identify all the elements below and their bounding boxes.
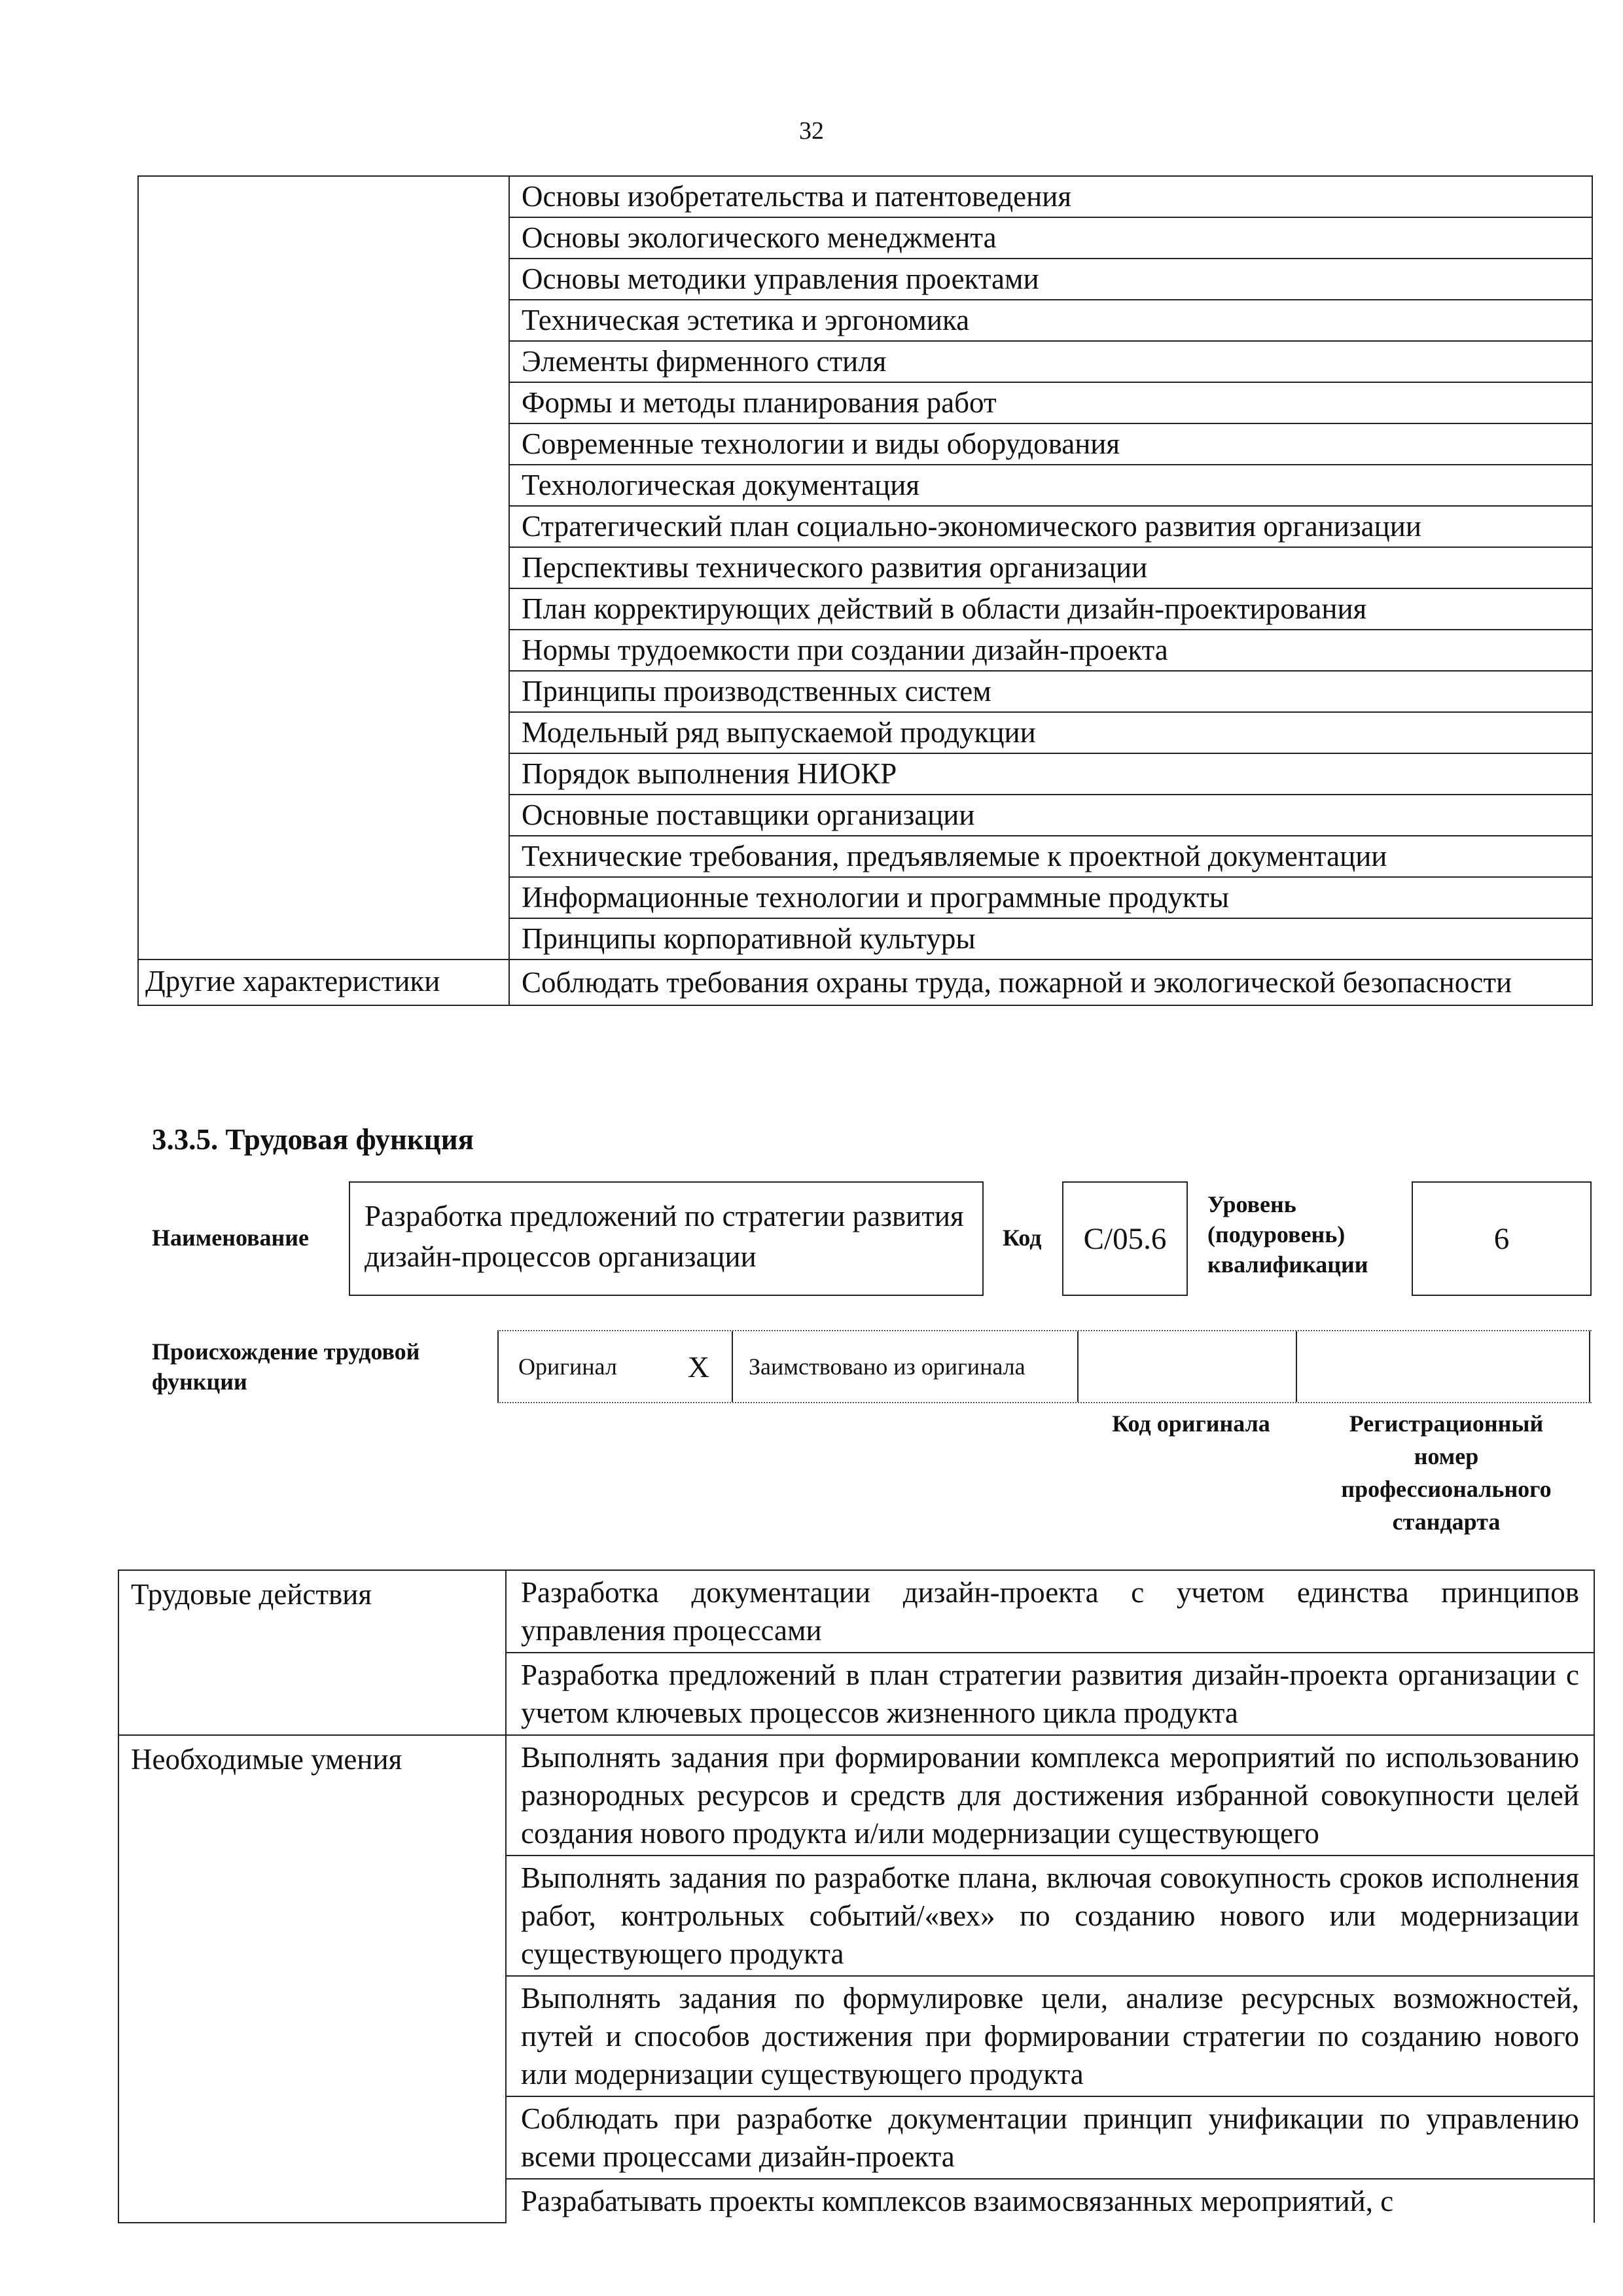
other-characteristics-value: Соблюдать требования охраны труда, пожарной и экологической безопасности — [509, 960, 1592, 1005]
function-code-box: С/05.6 — [1062, 1181, 1188, 1296]
knowledge-item: Принципы производственных систем — [510, 672, 1592, 713]
origin-label-line: функции — [152, 1369, 247, 1395]
skill-item: Выполнять задания по формулировке цели, анализе ресурсных возможностей, путей и способов достижения при формировании стратегии по созданию нового или модернизации существующего продукта — [507, 1977, 1594, 2097]
borrowed-label: Заимствовано из оригинала — [749, 1354, 1026, 1380]
knowledge-item: Технические требования, предъявляемые к проектной документации — [510, 836, 1592, 878]
qualification-level-box: 6 — [1412, 1181, 1592, 1296]
required-skills-cell — [506, 1735, 1594, 2223]
code-original-label: Код оригинала — [1112, 1410, 1270, 1437]
knowledge-item: Формы и методы планирования работ — [510, 383, 1592, 424]
registration-number-label — [1302, 1407, 1590, 1538]
knowledge-items-cell — [509, 176, 1592, 960]
other-characteristics-label: Другие характеристики — [138, 960, 509, 1005]
level-label-line: квалификации — [1207, 1251, 1368, 1278]
skill-item: Выполнять задания при формировании комплекса мероприятий по использованию разнородных ресурсов и средств для достижения избранной совокупности целей создания нового продукта и/или модернизации существующего — [507, 1736, 1594, 1856]
required-skills-label: Необходимые умения — [118, 1735, 506, 2223]
labor-function-table — [118, 1570, 1595, 2223]
labor-action-item: Разработка документации дизайн-проекта с учетом единства принципов управления процессами — [507, 1571, 1594, 1653]
page-number: 32 — [799, 117, 824, 145]
knowledge-item: Основы изобретательства и патентоведения — [510, 177, 1592, 218]
knowledge-item: Основы экологического менеджмента — [510, 218, 1592, 259]
registration-label-line: стандарта — [1392, 1509, 1501, 1535]
origin-label-line: Происхождение трудовой — [152, 1338, 420, 1365]
labor-actions-cell — [506, 1570, 1594, 1735]
labor-action-item: Разработка предложений в план стратегии развития дизайн-проекта организации с учетом ключевых процессов жизненного цикла продукта — [521, 1659, 1579, 1729]
original-mark: X — [687, 1350, 709, 1384]
knowledge-item: Техническая эстетика и эргономика — [510, 300, 1592, 342]
origin-label — [152, 1336, 419, 1397]
registration-label-line: Регистрационный — [1349, 1410, 1544, 1437]
knowledge-item: Принципы корпоративной культуры — [522, 922, 976, 955]
registration-label-line: номер — [1414, 1443, 1479, 1469]
origin-divider — [1589, 1331, 1590, 1402]
labor-actions-label: Трудовые действия — [118, 1570, 506, 1735]
knowledge-item: Элементы фирменного стиля — [510, 342, 1592, 383]
knowledge-item: Модельный ряд выпускаемой продукции — [510, 713, 1592, 754]
knowledge-table — [137, 175, 1593, 1006]
knowledge-label-cell — [138, 176, 509, 960]
code-label: Код — [1003, 1225, 1042, 1251]
knowledge-item: Порядок выполнения НИОКР — [510, 754, 1592, 795]
registration-label-line: профессионального — [1341, 1476, 1552, 1502]
function-name-box: Разработка предложений по стратегии развития дизайн-процессов организации — [349, 1181, 984, 1296]
origin-row — [497, 1330, 1592, 1403]
knowledge-item: Технологическая документация — [510, 465, 1592, 507]
knowledge-item: Перспективы технического развития организации — [510, 548, 1592, 589]
knowledge-item: Современные технологии и виды оборудования — [510, 424, 1592, 465]
knowledge-item: Информационные технологии и программные продукты — [510, 878, 1592, 919]
origin-divider — [1296, 1331, 1297, 1402]
original-label: Оригинал — [518, 1354, 617, 1380]
level-label — [1207, 1189, 1368, 1280]
knowledge-item: Нормы трудоемкости при создании дизайн-проекта — [510, 630, 1592, 672]
skill-item: Разрабатывать проекты комплексов взаимосвязанных мероприятий, с — [521, 2185, 1394, 2217]
knowledge-item: Основы методики управления проектами — [510, 259, 1592, 300]
knowledge-item: План корректирующих действий в области дизайн-проектирования — [510, 589, 1592, 630]
origin-divider — [1077, 1331, 1079, 1402]
knowledge-item: Основные поставщики организации — [510, 795, 1592, 836]
section-title: 3.3.5. Трудовая функция — [152, 1123, 474, 1156]
original-cell — [497, 1331, 733, 1402]
level-label-line: (подуровень) — [1207, 1221, 1346, 1247]
name-label: Наименование — [152, 1225, 309, 1251]
level-label-line: Уровень — [1207, 1191, 1296, 1217]
knowledge-item: Стратегический план социально-экономического развития организации — [510, 507, 1592, 548]
skill-item: Выполнять задания по разработке плана, включая совокупность сроков исполнения работ, контрольных событий/«вех» по созданию нового или модернизации существующего продукта — [507, 1856, 1594, 1977]
skill-item: Соблюдать при разработке документации принцип унификации по управлению всеми процессами дизайн-проекта — [507, 2097, 1594, 2179]
